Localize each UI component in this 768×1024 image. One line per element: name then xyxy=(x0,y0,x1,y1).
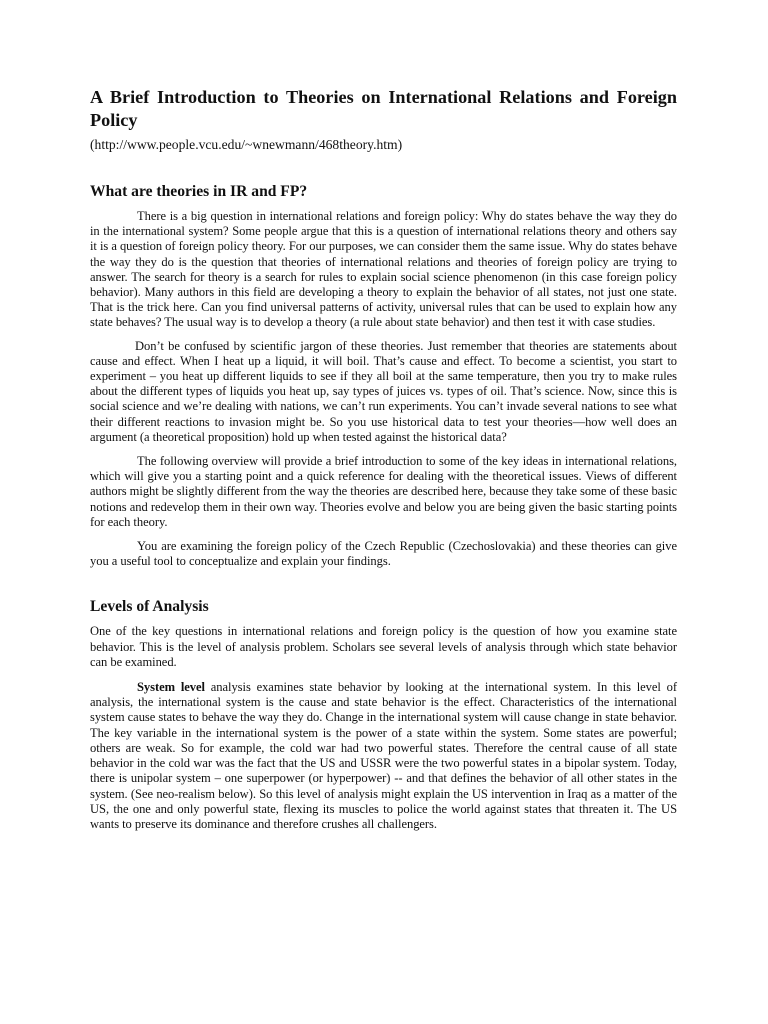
paragraph-theories-3: The following overview will provide a brief introduction to some of the key ideas in international relations, which will give you a starting point and a quick reference for dealing with the theoretical issues. Views of different authors might be slightly different from the way the theories are described here, because they take some of these basic notions and redevelop them in their own way. Theories evolve and below you are being given the basic starting points for each theory. xyxy=(90,454,677,529)
system-level-term: System level xyxy=(137,680,205,695)
paragraph-theories-4: You are examining the foreign policy of the Czech Republic (Czechoslovakia) and these theories can give you a useful tool to conceptualize and explain your findings. xyxy=(90,539,677,569)
paragraph-system-level xyxy=(90,680,677,832)
document-title: A Brief Introduction to Theories on International Relations and Foreign Policy xyxy=(90,87,677,130)
paragraph-levels-intro: One of the key questions in international relations and foreign policy is the question of how you examine state behavior. This is the level of analysis problem. Scholars see several levels of analysis through which state behavior can be examined. xyxy=(90,624,677,669)
paragraph-theories-1: There is a big question in international relations and foreign policy: Why do states behave the way they do in the international system? Some people argue that this is a question of international relations theory and others say it is a question of foreign policy theory. For our purposes, we can consider them the same issue. Why do states behave the way they do is the question that theories of international relations and theories of foreign policy are trying to answer. The search for theory is a search for rules to explain social science phenomenon (in this case foreign policy behavior). Many authors in this field are developing a theory to explain the behavior of all states, not just one state. That is the trick here. Can you find universal patterns of activity, universal rules that can be used to explain how any state behaves? The usual way is to develop a theory (a rule about state behavior) and then test it with case studies. xyxy=(90,209,677,330)
paragraph-theories-2: Don’t be confused by scientific jargon of these theories. Just remember that theories are statements about cause and effect. When I heat up a liquid, it will boil. That’s cause and effect. To become a scientist, you start to experiment – you heat up different liquids to see if they all boil at the same temperature, then you try to make rules about the different types of liquids you heat up, say types of juices vs. types of oil. That’s science. Now, since this is social science and we’re dealing with nations, we can’t run experiments. You can’t invade several nations to see what their different reactions to invasion might be. So you use historical data to test your theories—how well does an argument (a theoretical proposition) hold up when tested against the historical data? xyxy=(90,338,677,444)
section-heading-theories: What are theories in IR and FP? xyxy=(90,183,308,200)
section-heading-levels-of-analysis: Levels of Analysis xyxy=(90,598,209,616)
document-page xyxy=(90,86,677,832)
system-level-text: analysis examines state behavior by looking at the international system. In this level of analysis, the international system is the cause and state behavior is the effect. Characteristics of the international system cause states to behave the way they do. Change in the international system will cause change in state behavior. The key variable in the international system is the power of a state within the system. Some states are powerful; others are weak. So for example, the cold war had two powerful states. Therefore the central cause of all state behavior in the cold war was the fact that the US and USSR were the two powerful states in a bipolar system. Today, there is unipolar system – one superpower (or hyperpower) -- and that defines the behavior of all other states in the system. (See neo-realism below). So this level of analysis might explain the US intervention in Iraq as a matter of the US, the one and only powerful state, flexing its muscles to police the world against states that threaten it. The US wants to preserve its dominance and therefore crushes all challengers. xyxy=(90,680,677,831)
source-url: (http://www.people.vcu.edu/~wnewmann/468theory.htm) xyxy=(90,137,403,152)
